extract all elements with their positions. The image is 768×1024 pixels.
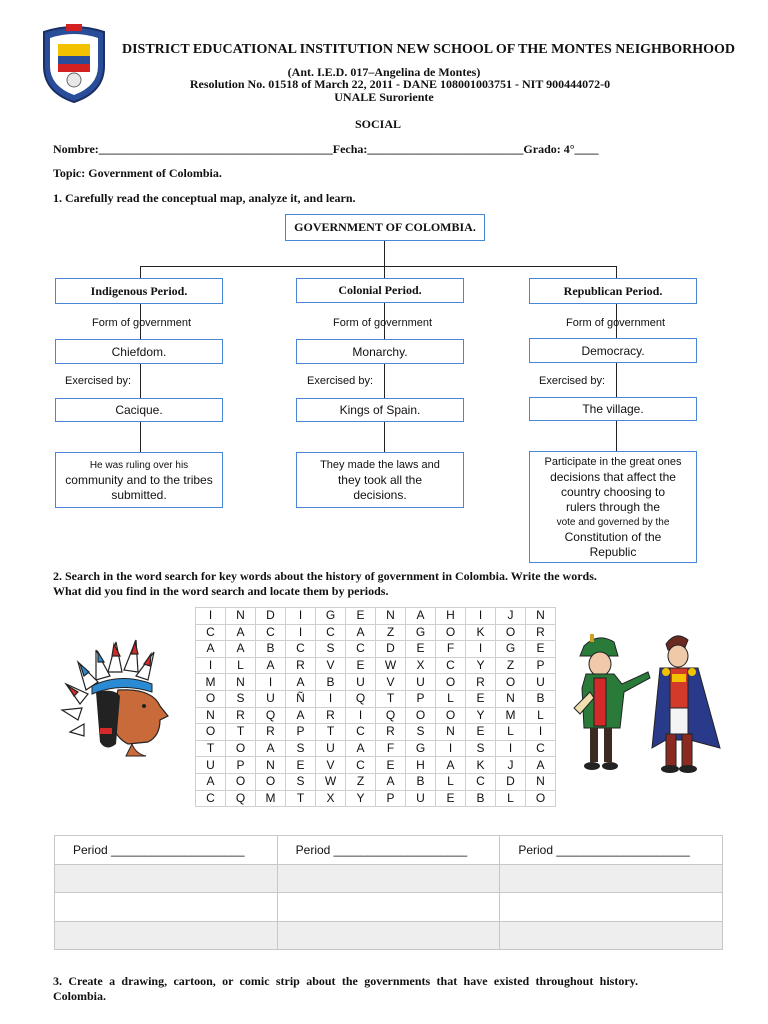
word-search-cell[interactable]: T — [286, 790, 316, 807]
word-search-cell[interactable]: E — [466, 690, 496, 707]
word-search-cell[interactable]: M — [496, 707, 526, 724]
word-search-cell[interactable]: C — [286, 641, 316, 658]
word-search-cell[interactable]: C — [316, 624, 346, 641]
word-search-cell[interactable]: T — [196, 740, 226, 757]
word-search-cell[interactable]: L — [526, 707, 556, 724]
word-search-cell[interactable]: V — [316, 757, 346, 774]
word-search-cell[interactable]: E — [526, 641, 556, 658]
word-search-cell[interactable]: R — [226, 707, 256, 724]
word-search-cell[interactable]: B — [316, 674, 346, 691]
description-line: vote and governed by the — [556, 517, 670, 528]
word-search-cell[interactable]: A — [526, 757, 556, 774]
word-search-cell[interactable]: I — [256, 674, 286, 691]
word-search-cell[interactable]: R — [526, 624, 556, 641]
unale-line: UNALE Suroriente — [334, 90, 434, 104]
indigenous-chief-illustration — [56, 632, 178, 758]
form-of-government-label: Form of government — [333, 317, 433, 329]
word-search-cell[interactable]: N — [376, 608, 406, 625]
word-search-cell[interactable]: S — [466, 740, 496, 757]
period-colonial: Colonial Period. — [296, 278, 464, 303]
word-search-cell[interactable]: P — [286, 724, 316, 741]
question-2-line: What did you find in the word search and locate them by periods. — [53, 584, 389, 598]
word-search-cell[interactable]: S — [286, 740, 316, 757]
word-search-cell[interactable]: R — [316, 707, 346, 724]
word-search-cell[interactable]: L — [496, 724, 526, 741]
word-search-cell[interactable]: A — [196, 641, 226, 658]
word-search-row — [196, 624, 556, 641]
period-answer-cell[interactable] — [55, 864, 278, 893]
word-search-cell[interactable]: O — [526, 790, 556, 807]
word-search-cell[interactable]: H — [406, 757, 436, 774]
word-search-cell[interactable]: O — [436, 707, 466, 724]
word-search-cell[interactable]: A — [226, 641, 256, 658]
exercised-by-label: Exercised by: — [539, 375, 606, 387]
word-search-cell[interactable]: Y — [466, 707, 496, 724]
form-monarchy: Monarchy. — [296, 339, 464, 364]
period-answer-cell[interactable] — [500, 893, 723, 922]
institution-subtitle: (Ant. I.E.D. 017–Angelina de Montes) — [287, 65, 481, 79]
word-search-cell[interactable]: F — [436, 641, 466, 658]
word-search-row — [196, 674, 556, 691]
word-search-cell[interactable]: R — [256, 724, 286, 741]
word-search-cell[interactable]: L — [436, 773, 466, 790]
word-search-cell[interactable]: L — [226, 657, 256, 674]
description-line: decisions that affect the — [550, 470, 676, 484]
word-search-cell[interactable]: I — [286, 624, 316, 641]
description-line: decisions. — [353, 487, 407, 502]
word-search-cell[interactable]: U — [316, 740, 346, 757]
word-search-cell[interactable]: R — [466, 674, 496, 691]
word-search-cell[interactable]: A — [256, 740, 286, 757]
connector-line — [140, 266, 141, 278]
institution-name: DISTRICT EDUCATIONAL INSTITUTION NEW SCHOOL OF THE MONTES NEIGHBORHOOD — [122, 42, 736, 57]
word-search-cell[interactable]: A — [346, 740, 376, 757]
connector-line — [384, 266, 385, 278]
word-search-cell[interactable]: K — [466, 757, 496, 774]
word-search-cell[interactable]: O — [226, 740, 256, 757]
word-search-cell[interactable]: G — [406, 740, 436, 757]
description-colonial — [296, 452, 464, 508]
word-search-cell[interactable]: O — [196, 690, 226, 707]
description-republican — [529, 451, 697, 563]
word-search-cell[interactable]: A — [406, 608, 436, 625]
colonial-figures-illustration — [570, 628, 728, 780]
word-search-cell[interactable]: Q — [226, 790, 256, 807]
word-search-row — [196, 790, 556, 807]
word-search-cell[interactable]: I — [196, 608, 226, 625]
word-search-cell[interactable]: O — [226, 773, 256, 790]
word-search-cell[interactable]: D — [256, 608, 286, 625]
word-search-cell[interactable]: X — [406, 657, 436, 674]
word-search-row — [196, 773, 556, 790]
word-search-cell[interactable]: A — [286, 707, 316, 724]
connector-line — [384, 241, 385, 267]
word-search-cell[interactable]: O — [256, 773, 286, 790]
word-search-cell[interactable]: I — [466, 641, 496, 658]
word-search-cell[interactable]: E — [376, 757, 406, 774]
form-of-government-label: Form of government — [92, 317, 192, 329]
word-search-cell[interactable]: B — [466, 790, 496, 807]
word-search-cell[interactable]: N — [226, 674, 256, 691]
word-search-cell[interactable]: O — [196, 724, 226, 741]
word-search-cell[interactable]: M — [196, 674, 226, 691]
description-line: Participate in the great ones — [544, 456, 682, 468]
word-search-cell[interactable]: O — [436, 674, 466, 691]
period-answer-cell[interactable] — [277, 864, 500, 893]
description-line: He was ruling over his — [89, 459, 189, 471]
word-search-cell[interactable]: C — [466, 773, 496, 790]
word-search-cell[interactable]: A — [196, 773, 226, 790]
word-search-cell[interactable]: N — [196, 707, 226, 724]
word-search-cell[interactable]: A — [346, 624, 376, 641]
word-search-cell[interactable]: O — [436, 624, 466, 641]
exercised-by-label: Exercised by: — [65, 375, 132, 387]
word-search-cell[interactable]: G — [406, 624, 436, 641]
word-search-cell[interactable]: I — [316, 690, 346, 707]
word-search-cell[interactable]: B — [256, 641, 286, 658]
word-search-cell[interactable]: N — [496, 690, 526, 707]
word-search-cell[interactable]: D — [376, 641, 406, 658]
word-search-cell[interactable]: E — [406, 641, 436, 658]
period-header-cell[interactable]: Period ____________________ — [277, 836, 500, 865]
exercised-cacique: Cacique. — [55, 398, 223, 422]
word-search-cell[interactable]: Y — [466, 657, 496, 674]
word-search-cell[interactable]: N — [526, 608, 556, 625]
word-search-row — [196, 707, 556, 724]
word-search-cell[interactable]: L — [436, 690, 466, 707]
word-search-cell[interactable]: A — [226, 624, 256, 641]
word-search-cell[interactable]: B — [406, 773, 436, 790]
word-search-cell[interactable]: O — [406, 707, 436, 724]
exercised-by-label: Exercised by: — [307, 375, 374, 387]
period-answer-cell[interactable] — [55, 893, 278, 922]
period-header-cell[interactable]: Period ____________________ — [500, 836, 723, 865]
word-search-cell[interactable]: A — [286, 674, 316, 691]
period-header-cell[interactable]: Period ____________________ — [55, 836, 278, 865]
subject-title: SOCIAL — [354, 117, 401, 131]
word-search-cell[interactable]: N — [526, 773, 556, 790]
word-search-cell[interactable]: J — [496, 608, 526, 625]
description-indigenous — [55, 452, 223, 508]
student-info-line: Nombre:_______________________________________Fecha:__________________________Grado: 4°____ — [53, 142, 599, 156]
word-search-cell[interactable]: L — [496, 790, 526, 807]
word-search-cell[interactable]: I — [496, 740, 526, 757]
word-search-cell[interactable]: E — [346, 657, 376, 674]
word-search-cell[interactable]: P — [526, 657, 556, 674]
period-table-header-row — [55, 836, 723, 865]
word-search-cell[interactable]: W — [376, 657, 406, 674]
word-search-row — [196, 757, 556, 774]
word-search-cell[interactable]: U — [346, 674, 376, 691]
word-search-cell[interactable]: T — [376, 690, 406, 707]
word-search-cell[interactable]: C — [196, 624, 226, 641]
word-search-cell[interactable]: R — [286, 657, 316, 674]
word-search-cell[interactable]: U — [526, 674, 556, 691]
word-search-cell[interactable]: R — [376, 724, 406, 741]
word-search-cell[interactable]: O — [496, 624, 526, 641]
word-search-cell[interactable]: V — [376, 674, 406, 691]
word-search-row — [196, 690, 556, 707]
period-answer-cell[interactable] — [500, 921, 723, 950]
question-1: 1. Carefully read the conceptual map, analyze it, and learn. — [53, 191, 356, 205]
word-search-cell[interactable]: I — [286, 608, 316, 625]
word-search-cell[interactable]: A — [376, 773, 406, 790]
word-search-cell[interactable]: E — [286, 757, 316, 774]
word-search-cell[interactable]: E — [346, 608, 376, 625]
word-search-cell[interactable]: T — [226, 724, 256, 741]
word-search-cell[interactable]: Z — [346, 773, 376, 790]
exercised-kings-of-spain: Kings of Spain. — [296, 398, 464, 422]
word-search-cell[interactable]: Q — [346, 690, 376, 707]
word-search-cell[interactable]: C — [346, 724, 376, 741]
word-search-cell[interactable]: Z — [376, 624, 406, 641]
word-search-cell[interactable]: I — [526, 724, 556, 741]
word-search-cell[interactable]: W — [316, 773, 346, 790]
word-search-cell[interactable]: Q — [376, 707, 406, 724]
description-line: community and to the tribes — [65, 472, 213, 487]
word-search-cell[interactable]: Z — [496, 657, 526, 674]
word-search-cell[interactable]: I — [196, 657, 226, 674]
word-search-cell[interactable]: T — [316, 724, 346, 741]
word-search-cell[interactable]: U — [196, 757, 226, 774]
period-table-row — [55, 893, 723, 922]
resolution-line: Resolution No. 01518 of March 22, 2011 - DANE 108001003751 - NIT 900444072-0 — [189, 77, 611, 91]
description-line: They made the laws and — [320, 458, 440, 471]
word-search-cell[interactable]: U — [406, 790, 436, 807]
period-answer-cell[interactable] — [277, 893, 500, 922]
question-2 — [53, 569, 597, 599]
word-search-cell[interactable]: N — [226, 608, 256, 625]
description-line: Republic — [589, 545, 637, 559]
word-search-cell[interactable]: X — [316, 790, 346, 807]
word-search-cell[interactable]: N — [436, 724, 466, 741]
word-search-cell[interactable]: H — [436, 608, 466, 625]
word-search-cell[interactable]: I — [346, 707, 376, 724]
word-search-cell[interactable]: P — [376, 790, 406, 807]
description-line: submitted. — [111, 487, 167, 502]
word-search-cell[interactable]: P — [226, 757, 256, 774]
word-search-cell[interactable]: E — [466, 724, 496, 741]
form-of-government-label: Form of government — [566, 317, 666, 329]
word-search-row — [196, 724, 556, 741]
description-line: Constitution of the — [564, 530, 662, 544]
word-search-cell[interactable]: P — [406, 690, 436, 707]
word-search-cell[interactable]: E — [436, 790, 466, 807]
word-search-cell[interactable]: V — [316, 657, 346, 674]
word-search-cell[interactable]: G — [316, 608, 346, 625]
word-search-cell[interactable]: S — [226, 690, 256, 707]
period-table-row — [55, 921, 723, 950]
word-search-cell[interactable]: C — [256, 624, 286, 641]
word-search-cell[interactable]: D — [496, 773, 526, 790]
description-line: they took all the — [337, 472, 423, 487]
word-search-cell[interactable]: S — [316, 641, 346, 658]
word-search-cell[interactable]: M — [256, 790, 286, 807]
period-answer-cell[interactable] — [277, 921, 500, 950]
word-search-cell[interactable]: S — [406, 724, 436, 741]
period-answer-cell[interactable] — [500, 864, 723, 893]
word-search-cell[interactable]: F — [376, 740, 406, 757]
word-search-cell[interactable]: U — [406, 674, 436, 691]
description-line: country choosing to — [560, 485, 666, 499]
word-search-cell[interactable]: C — [436, 657, 466, 674]
word-search-cell[interactable]: I — [436, 740, 466, 757]
period-indigenous: Indigenous Period. — [55, 278, 223, 304]
description-line: rulers through the — [565, 500, 661, 514]
period-table — [54, 835, 723, 950]
question-3: 3. Create a drawing, cartoon, or comic strip about the governments that have existed throughout history. Colombia. — [53, 974, 638, 1003]
period-table-row — [55, 864, 723, 893]
word-search-row — [196, 608, 556, 625]
word-search-cell[interactable]: U — [256, 690, 286, 707]
word-search-cell[interactable]: C — [346, 641, 376, 658]
form-democracy: Democracy. — [529, 338, 697, 363]
word-search-cell[interactable]: O — [496, 674, 526, 691]
form-chiefdom: Chiefdom. — [55, 339, 223, 364]
concept-map-root: GOVERNMENT OF COLOMBIA. — [285, 214, 485, 241]
word-search-cell[interactable]: I — [466, 608, 496, 625]
word-search-cell[interactable]: A — [256, 657, 286, 674]
word-search-row — [196, 657, 556, 674]
word-search-row — [196, 641, 556, 658]
word-search-cell[interactable]: N — [256, 757, 286, 774]
word-search-cell[interactable]: C — [526, 740, 556, 757]
word-search-cell[interactable]: K — [466, 624, 496, 641]
word-search-cell[interactable]: G — [496, 641, 526, 658]
word-search-grid — [195, 607, 556, 807]
connector-line — [616, 266, 617, 278]
word-search-cell[interactable]: S — [286, 773, 316, 790]
word-search-row — [196, 740, 556, 757]
topic-line: Topic: Government of Colombia. — [53, 166, 222, 180]
period-republican: Republican Period. — [529, 278, 697, 304]
connector-line — [140, 266, 616, 267]
question-2-line: 2. Search in the word search for key words about the history of government in Colombia. Write the words. — [53, 569, 597, 583]
word-search-cell[interactable]: Ñ — [286, 690, 316, 707]
word-search-cell[interactable]: B — [526, 690, 556, 707]
word-search-cell[interactable]: Q — [256, 707, 286, 724]
word-search-cell[interactable]: C — [196, 790, 226, 807]
word-search-cell[interactable]: A — [436, 757, 466, 774]
period-answer-cell[interactable] — [55, 921, 278, 950]
word-search-cell[interactable]: C — [346, 757, 376, 774]
word-search-cell[interactable]: Y — [346, 790, 376, 807]
exercised-village: The village. — [529, 397, 697, 421]
word-search-cell[interactable]: J — [496, 757, 526, 774]
